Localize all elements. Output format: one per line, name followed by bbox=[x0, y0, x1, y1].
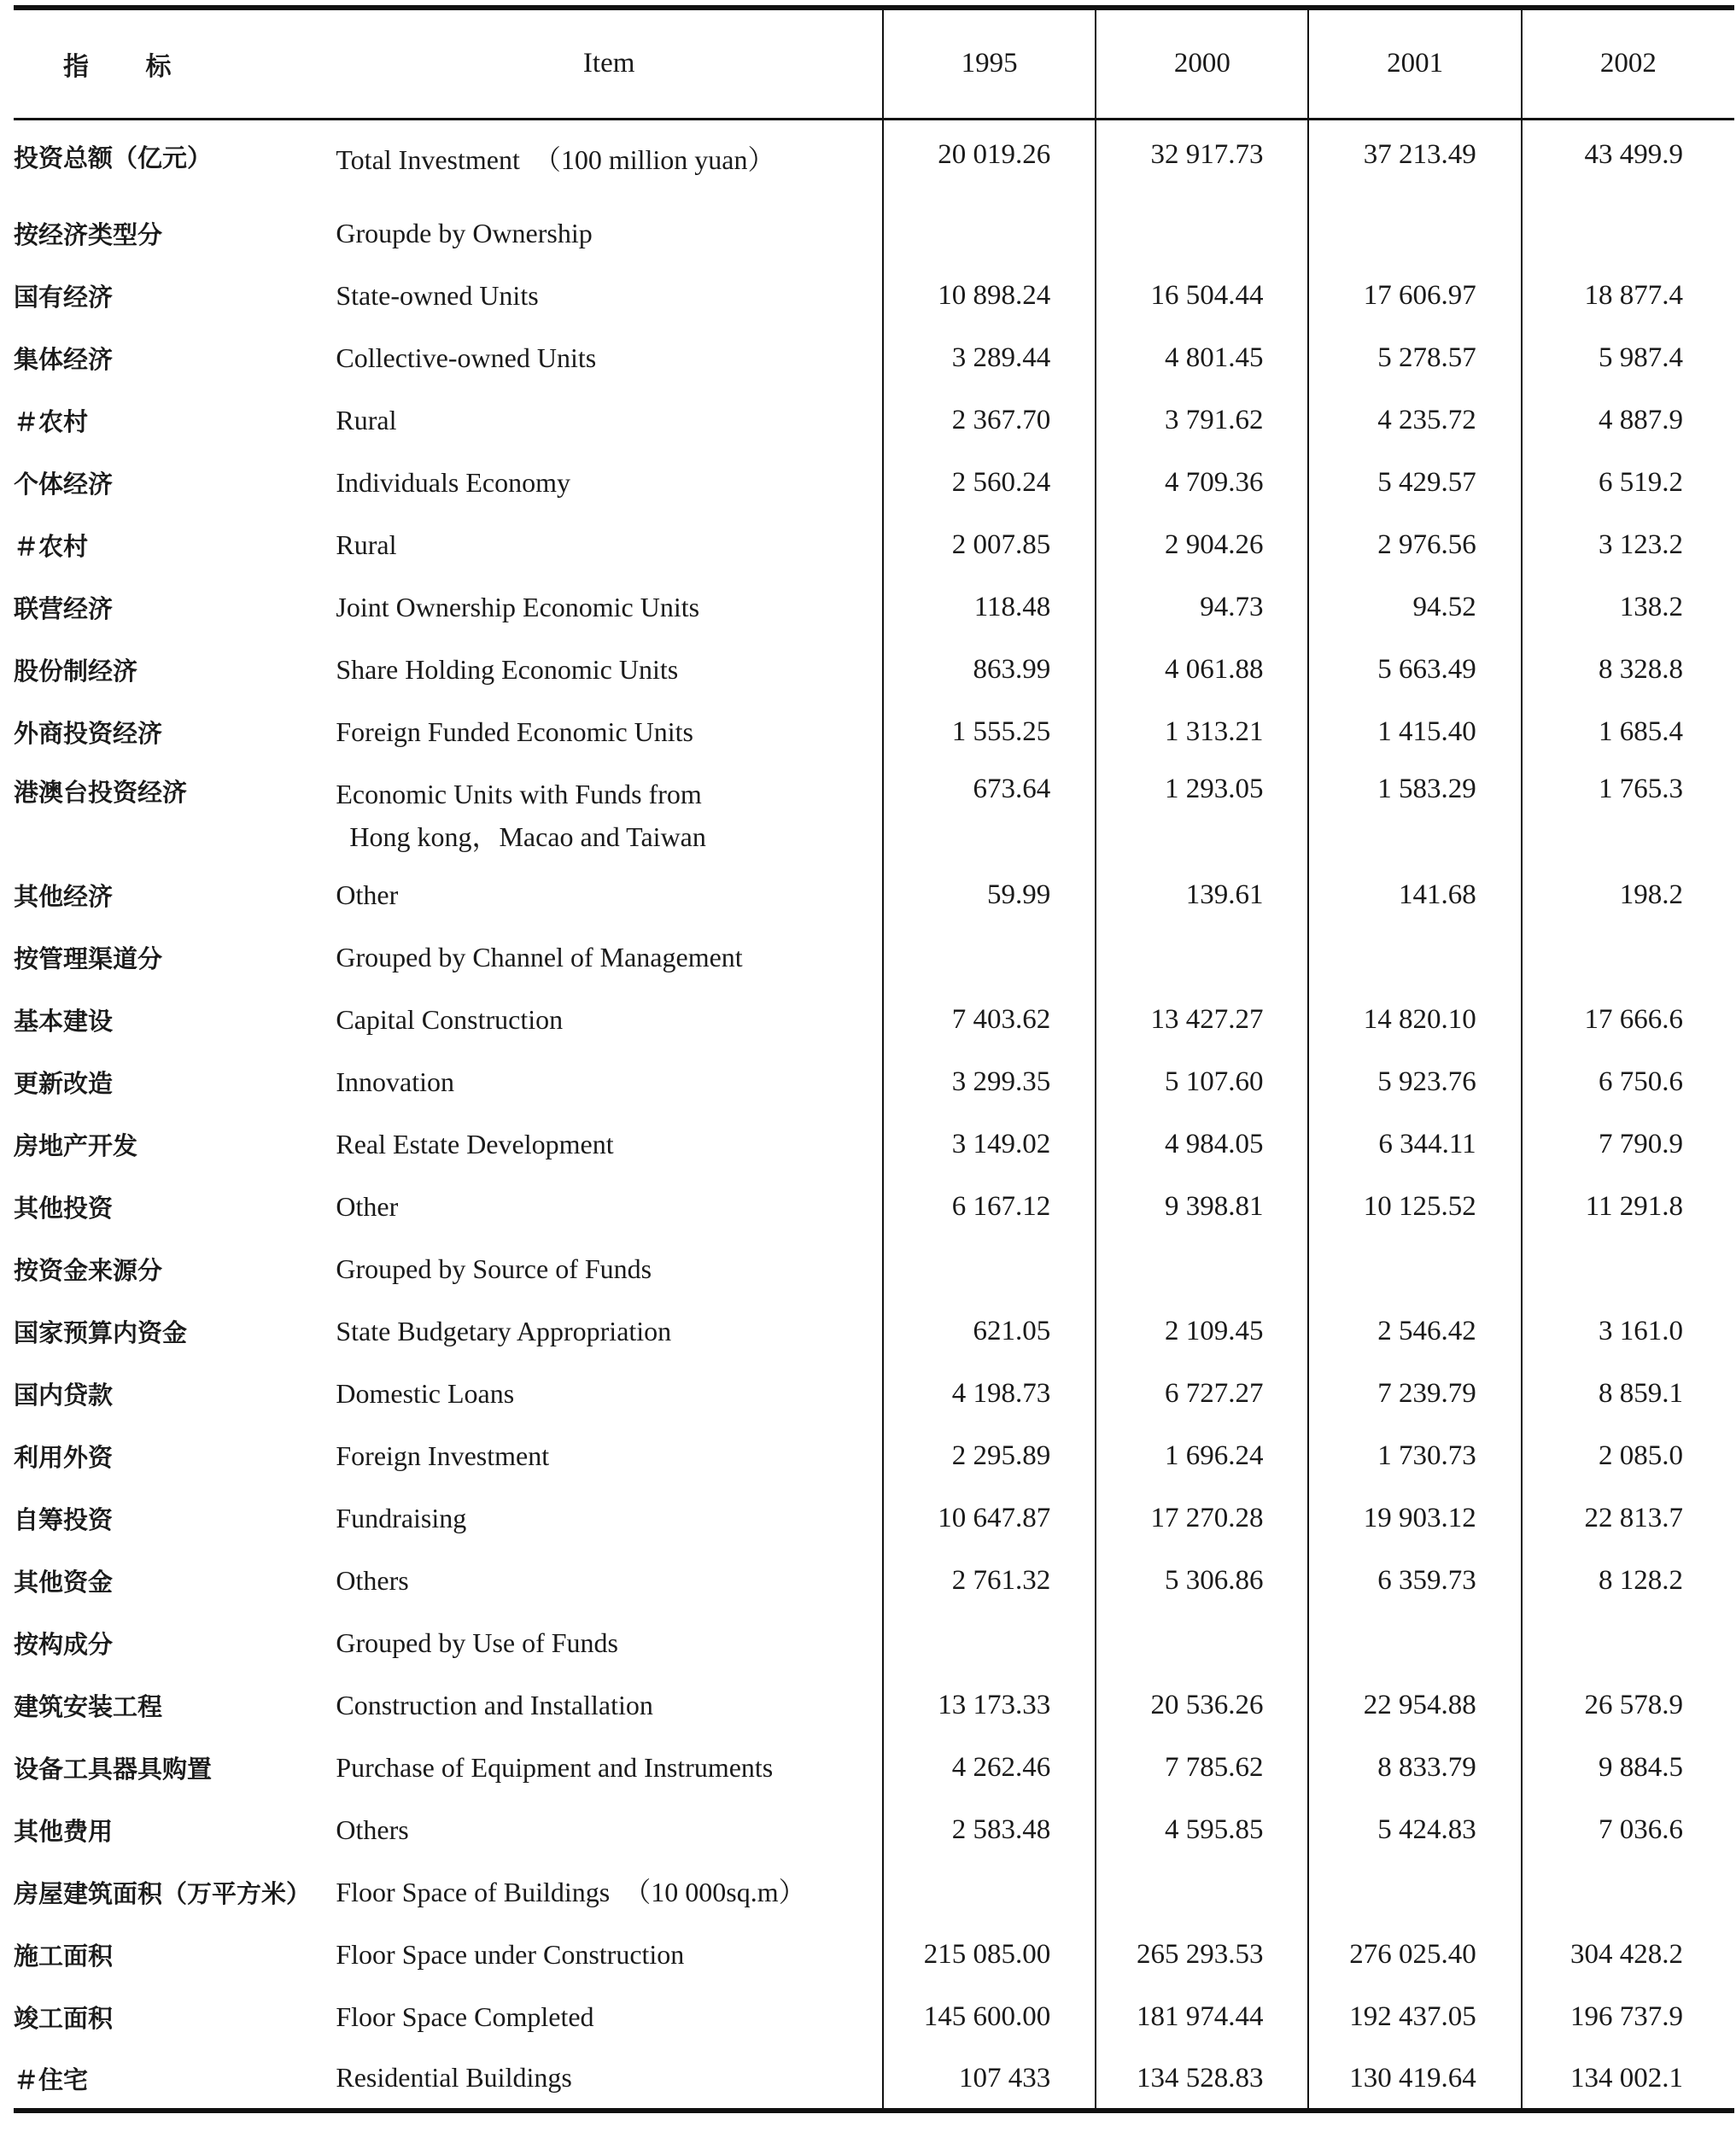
value-cell-2000: 2 109.45 bbox=[1096, 1300, 1308, 1363]
row-label-en: Floor Space Completed bbox=[336, 2000, 594, 2032]
value-cell-2000: 9 398.81 bbox=[1096, 1176, 1308, 1238]
row-label-zh: 按经济类型分 bbox=[14, 220, 163, 249]
value-cell-2000: 4 709.36 bbox=[1096, 452, 1308, 514]
row-label-en: Rural bbox=[336, 404, 397, 435]
value-cell-2001: 8 833.79 bbox=[1308, 1737, 1521, 1799]
row-label-zh: 自筹投资 bbox=[14, 1505, 114, 1534]
table-row bbox=[14, 701, 1734, 763]
value-cell-2000 bbox=[1096, 202, 1308, 265]
value-cell-2001 bbox=[1308, 1238, 1521, 1300]
value-cell-1995: 2 367.70 bbox=[883, 389, 1096, 452]
row-label-en: Floor Space of Buildings （10 000sq.m） bbox=[336, 1876, 806, 1907]
value-cell-2000: 3 791.62 bbox=[1096, 389, 1308, 452]
row-label-zh: ＃住宅 bbox=[14, 2048, 336, 2111]
table-row bbox=[14, 1674, 1734, 1737]
row-label-en-line: Hong kong，Macao and Taiwan bbox=[349, 821, 706, 852]
value-cell-2000: 94.73 bbox=[1096, 576, 1308, 639]
value-cell-2000 bbox=[1096, 926, 1308, 989]
value-cell-2001: 2 976.56 bbox=[1308, 514, 1521, 576]
value-cell-2000: 1 293.05 bbox=[1096, 763, 1308, 864]
value-cell-2000 bbox=[1096, 1612, 1308, 1674]
row-label-en: Other bbox=[336, 879, 399, 910]
row-label-en: Total Investment （100 million yuan） bbox=[336, 143, 775, 175]
table-row bbox=[14, 1425, 1734, 1487]
value-cell-2002 bbox=[1522, 202, 1734, 265]
value-cell-2000 bbox=[1096, 1238, 1308, 1300]
table-row bbox=[14, 202, 1734, 265]
value-cell-2000: 32 917.73 bbox=[1096, 119, 1308, 202]
row-label-en: Construction and Installation bbox=[336, 1689, 653, 1720]
row-label-en: Grouped by Use of Funds bbox=[336, 1626, 618, 1658]
value-cell-2000: 1 696.24 bbox=[1096, 1425, 1308, 1487]
table-row bbox=[14, 1051, 1734, 1113]
value-cell-2002: 304 428.2 bbox=[1522, 1924, 1734, 1986]
value-cell-2002: 2 085.0 bbox=[1522, 1425, 1734, 1487]
row-label-en: Grouped by Channel of Management bbox=[336, 941, 743, 972]
value-cell-2001: 5 663.49 bbox=[1308, 639, 1521, 701]
value-cell-2002 bbox=[1522, 1861, 1734, 1924]
row-label-zh: 其他费用 bbox=[14, 1817, 114, 1846]
value-cell-1995: 13 173.33 bbox=[883, 1674, 1096, 1737]
table-row bbox=[14, 989, 1734, 1051]
value-cell-2001: 1 415.40 bbox=[1308, 701, 1521, 763]
row-label-en: Residential Buildings bbox=[336, 2048, 883, 2111]
value-cell-2000: 4 984.05 bbox=[1096, 1113, 1308, 1176]
value-cell-1995: 621.05 bbox=[883, 1300, 1096, 1363]
value-cell-1995 bbox=[883, 1238, 1096, 1300]
value-cell-1995: 2 295.89 bbox=[883, 1425, 1096, 1487]
value-cell-2002: 5 987.4 bbox=[1522, 327, 1734, 389]
value-cell-2000: 17 270.28 bbox=[1096, 1487, 1308, 1550]
row-label-zh: ＃农村 bbox=[14, 407, 89, 436]
value-cell-2001: 14 820.10 bbox=[1308, 989, 1521, 1051]
value-cell-1995: 2 583.48 bbox=[883, 1799, 1096, 1861]
value-cell-2001: 7 239.79 bbox=[1308, 1363, 1521, 1425]
value-cell-2002 bbox=[1522, 1238, 1734, 1300]
row-label-zh: 联营经济 bbox=[14, 594, 114, 623]
value-cell-1995: 7 403.62 bbox=[883, 989, 1096, 1051]
row-label-en: Foreign Funded Economic Units bbox=[336, 715, 693, 747]
table-row bbox=[14, 1363, 1734, 1425]
value-cell-2000: 2 904.26 bbox=[1096, 514, 1308, 576]
row-label-en: Capital Construction bbox=[336, 1003, 564, 1035]
value-cell-2002: 138.2 bbox=[1522, 576, 1734, 639]
value-cell-2002: 9 884.5 bbox=[1522, 1737, 1734, 1799]
value-cell-2000: 7 785.62 bbox=[1096, 1737, 1308, 1799]
row-label-zh: 建筑安装工程 bbox=[14, 1692, 163, 1721]
table-row bbox=[14, 327, 1734, 389]
value-cell-2001: 4 235.72 bbox=[1308, 389, 1521, 452]
row-label-en: State-owned Units bbox=[336, 279, 539, 311]
table-row bbox=[14, 1924, 1734, 1986]
row-label-zh: 国内贷款 bbox=[14, 1381, 114, 1410]
table-row bbox=[14, 452, 1734, 514]
header-year-1995: 1995 bbox=[883, 8, 1096, 119]
value-cell-2000: 134 528.83 bbox=[1096, 2048, 1308, 2111]
value-cell-2002: 3 123.2 bbox=[1522, 514, 1734, 576]
table-row bbox=[14, 1612, 1734, 1674]
value-cell-2001: 130 419.64 bbox=[1308, 2048, 1521, 2111]
value-cell-2001 bbox=[1308, 1612, 1521, 1674]
header-year-2001: 2001 bbox=[1308, 8, 1521, 119]
value-cell-2001: 1 730.73 bbox=[1308, 1425, 1521, 1487]
value-cell-1995: 1 555.25 bbox=[883, 701, 1096, 763]
value-cell-1995: 10 898.24 bbox=[883, 265, 1096, 327]
value-cell-2002: 4 887.9 bbox=[1522, 389, 1734, 452]
table-row bbox=[14, 1861, 1734, 1924]
table-header bbox=[14, 8, 1734, 119]
value-cell-2002: 134 002.1 bbox=[1522, 2048, 1734, 2111]
row-label-en: Others bbox=[336, 1813, 409, 1845]
value-cell-1995: 3 149.02 bbox=[883, 1113, 1096, 1176]
table-row bbox=[14, 864, 1734, 926]
value-cell-2001: 5 424.83 bbox=[1308, 1799, 1521, 1861]
row-label-en: Innovation bbox=[336, 1066, 454, 1097]
value-cell-2002: 26 578.9 bbox=[1522, 1674, 1734, 1737]
row-label-en: Fundraising bbox=[336, 1502, 467, 1533]
table-row bbox=[14, 763, 1734, 864]
row-label-en: Groupde by Ownership bbox=[336, 217, 593, 248]
row-label-en: Domestic Loans bbox=[336, 1377, 515, 1409]
value-cell-2002: 196 737.9 bbox=[1522, 1986, 1734, 2048]
value-cell-1995: 59.99 bbox=[883, 864, 1096, 926]
value-cell-2001: 94.52 bbox=[1308, 576, 1521, 639]
value-cell-1995 bbox=[883, 1861, 1096, 1924]
row-label-zh: 国家预算内资金 bbox=[14, 1318, 188, 1347]
row-label-zh: 投资总额（亿元） bbox=[14, 143, 213, 172]
value-cell-2001: 10 125.52 bbox=[1308, 1176, 1521, 1238]
table-row bbox=[14, 1176, 1734, 1238]
value-cell-1995: 6 167.12 bbox=[883, 1176, 1096, 1238]
value-cell-2000: 20 536.26 bbox=[1096, 1674, 1308, 1737]
row-label-en: Rural bbox=[336, 529, 397, 560]
value-cell-2002: 11 291.8 bbox=[1522, 1176, 1734, 1238]
table-row bbox=[14, 1238, 1734, 1300]
row-label-zh: 按构成分 bbox=[14, 1630, 114, 1659]
row-label-zh: 更新改造 bbox=[14, 1069, 114, 1098]
value-cell-2000: 6 727.27 bbox=[1096, 1363, 1308, 1425]
value-cell-2000: 1 313.21 bbox=[1096, 701, 1308, 763]
row-label-zh: 外商投资经济 bbox=[14, 719, 163, 748]
header-year-2000: 2000 bbox=[1096, 8, 1308, 119]
value-cell-2000: 5 107.60 bbox=[1096, 1051, 1308, 1113]
value-cell-2002: 8 128.2 bbox=[1522, 1550, 1734, 1612]
value-cell-1995: 863.99 bbox=[883, 639, 1096, 701]
table-row bbox=[14, 1986, 1734, 2048]
value-cell-2002: 18 877.4 bbox=[1522, 265, 1734, 327]
value-cell-2002: 6 750.6 bbox=[1522, 1051, 1734, 1113]
value-cell-2002: 8 328.8 bbox=[1522, 639, 1734, 701]
row-label-zh: 基本建设 bbox=[14, 1007, 114, 1036]
value-cell-2002: 3 161.0 bbox=[1522, 1300, 1734, 1363]
value-cell-1995 bbox=[883, 926, 1096, 989]
value-cell-2001: 6 344.11 bbox=[1308, 1113, 1521, 1176]
row-label-zh: 个体经济 bbox=[14, 470, 114, 499]
value-cell-2001: 141.68 bbox=[1308, 864, 1521, 926]
row-label-en: Floor Space under Construction bbox=[336, 1938, 685, 1970]
value-cell-2002: 7 036.6 bbox=[1522, 1799, 1734, 1861]
value-cell-2002 bbox=[1522, 1612, 1734, 1674]
row-label-en: Share Holding Economic Units bbox=[336, 653, 679, 685]
header-indicator: 指 标 bbox=[14, 8, 336, 119]
row-label-zh: 施工面积 bbox=[14, 1942, 114, 1971]
value-cell-1995 bbox=[883, 1612, 1096, 1674]
value-cell-2002: 7 790.9 bbox=[1522, 1113, 1734, 1176]
value-cell-2001: 5 278.57 bbox=[1308, 327, 1521, 389]
row-label-zh: 港澳台投资经济 bbox=[14, 778, 188, 807]
value-cell-2002: 198.2 bbox=[1522, 864, 1734, 926]
table-row bbox=[14, 389, 1734, 452]
table-row bbox=[14, 1799, 1734, 1861]
value-cell-2000 bbox=[1096, 1861, 1308, 1924]
row-label-zh: 竣工面积 bbox=[14, 2004, 114, 2033]
row-label-zh: 设备工具器具购置 bbox=[14, 1755, 213, 1784]
row-label-zh: 房地产开发 bbox=[14, 1131, 138, 1160]
value-cell-1995: 215 085.00 bbox=[883, 1924, 1096, 1986]
table-row bbox=[14, 1737, 1734, 1799]
value-cell-1995: 20 019.26 bbox=[883, 119, 1096, 202]
table-row bbox=[14, 639, 1734, 701]
value-cell-2000: 181 974.44 bbox=[1096, 1986, 1308, 2048]
value-cell-2002: 22 813.7 bbox=[1522, 1487, 1734, 1550]
value-cell-1995 bbox=[883, 202, 1096, 265]
table-row bbox=[14, 1487, 1734, 1550]
table-body bbox=[14, 119, 1734, 2111]
value-cell-1995: 3 299.35 bbox=[883, 1051, 1096, 1113]
row-label-zh: 其他资金 bbox=[14, 1568, 114, 1597]
value-cell-1995: 673.64 bbox=[883, 763, 1096, 864]
value-cell-2002: 8 859.1 bbox=[1522, 1363, 1734, 1425]
value-cell-2000: 4 061.88 bbox=[1096, 639, 1308, 701]
value-cell-1995: 3 289.44 bbox=[883, 327, 1096, 389]
value-cell-2001: 276 025.40 bbox=[1308, 1924, 1521, 1986]
row-label-zh: 国有经济 bbox=[14, 283, 114, 312]
value-cell-2001: 19 903.12 bbox=[1308, 1487, 1521, 1550]
row-label-en: Real Estate Development bbox=[336, 1128, 614, 1159]
table-row bbox=[14, 514, 1734, 576]
row-label-zh: 其他投资 bbox=[14, 1194, 114, 1223]
value-cell-1995: 4 262.46 bbox=[883, 1737, 1096, 1799]
row-label-en: State Budgetary Appropriation bbox=[336, 1315, 672, 1346]
row-label-en: Foreign Investment bbox=[336, 1440, 550, 1471]
value-cell-2002: 1 685.4 bbox=[1522, 701, 1734, 763]
value-cell-1995: 10 647.87 bbox=[883, 1487, 1096, 1550]
value-cell-1995: 107 433 bbox=[883, 2048, 1096, 2111]
row-label-en: Joint Ownership Economic Units bbox=[336, 591, 700, 622]
value-cell-2000: 16 504.44 bbox=[1096, 265, 1308, 327]
row-label-en: Individuals Economy bbox=[336, 466, 570, 498]
row-label-zh: 按资金来源分 bbox=[14, 1256, 163, 1285]
header-row bbox=[14, 8, 1734, 119]
header-item: Item bbox=[336, 8, 883, 119]
row-label-zh: 按管理渠道分 bbox=[14, 944, 163, 973]
value-cell-2001: 192 437.05 bbox=[1308, 1986, 1521, 2048]
row-label-en bbox=[336, 763, 883, 864]
value-cell-2001 bbox=[1308, 202, 1521, 265]
value-cell-2002: 17 666.6 bbox=[1522, 989, 1734, 1051]
row-label-zh: ＃农村 bbox=[14, 532, 89, 561]
value-cell-2000: 13 427.27 bbox=[1096, 989, 1308, 1051]
value-cell-2001: 6 359.73 bbox=[1308, 1550, 1521, 1612]
row-label-en: Collective-owned Units bbox=[336, 342, 597, 373]
value-cell-2000: 265 293.53 bbox=[1096, 1924, 1308, 1986]
row-label-en: Purchase of Equipment and Instruments bbox=[336, 1751, 774, 1783]
value-cell-2001 bbox=[1308, 926, 1521, 989]
value-cell-2001: 1 583.29 bbox=[1308, 763, 1521, 864]
row-label-en-line: Economic Units with Funds from bbox=[336, 779, 702, 809]
row-label-en: Others bbox=[336, 1564, 409, 1596]
value-cell-1995: 118.48 bbox=[883, 576, 1096, 639]
value-cell-1995: 2 560.24 bbox=[883, 452, 1096, 514]
table-row bbox=[14, 1113, 1734, 1176]
value-cell-1995: 2 761.32 bbox=[883, 1550, 1096, 1612]
value-cell-2000: 139.61 bbox=[1096, 864, 1308, 926]
row-label-zh: 房屋建筑面积（万平方米） bbox=[14, 1879, 312, 1908]
value-cell-2001: 2 546.42 bbox=[1308, 1300, 1521, 1363]
value-cell-2001: 17 606.97 bbox=[1308, 265, 1521, 327]
row-label-en: Other bbox=[336, 1190, 399, 1222]
value-cell-2001 bbox=[1308, 1861, 1521, 1924]
value-cell-2002 bbox=[1522, 926, 1734, 989]
value-cell-2001: 37 213.49 bbox=[1308, 119, 1521, 202]
table-row bbox=[14, 926, 1734, 989]
row-label-zh: 利用外资 bbox=[14, 1443, 114, 1472]
value-cell-2001: 22 954.88 bbox=[1308, 1674, 1521, 1737]
value-cell-2000: 4 801.45 bbox=[1096, 327, 1308, 389]
value-cell-2000: 4 595.85 bbox=[1096, 1799, 1308, 1861]
value-cell-1995: 2 007.85 bbox=[883, 514, 1096, 576]
header-year-2002: 2002 bbox=[1522, 8, 1734, 119]
table-row bbox=[14, 2048, 1734, 2111]
statistics-table bbox=[14, 5, 1734, 2113]
table-row bbox=[14, 1550, 1734, 1612]
value-cell-2002: 1 765.3 bbox=[1522, 763, 1734, 864]
value-cell-2001: 5 923.76 bbox=[1308, 1051, 1521, 1113]
value-cell-2001: 5 429.57 bbox=[1308, 452, 1521, 514]
value-cell-1995: 4 198.73 bbox=[883, 1363, 1096, 1425]
value-cell-1995: 145 600.00 bbox=[883, 1986, 1096, 2048]
value-cell-2000: 5 306.86 bbox=[1096, 1550, 1308, 1612]
table-row bbox=[14, 265, 1734, 327]
value-cell-2002: 43 499.9 bbox=[1522, 119, 1734, 202]
row-label-zh: 股份制经济 bbox=[14, 657, 138, 686]
row-label-en: Grouped by Source of Funds bbox=[336, 1253, 652, 1284]
table-row bbox=[14, 576, 1734, 639]
value-cell-2002: 6 519.2 bbox=[1522, 452, 1734, 514]
table-row bbox=[14, 119, 1734, 202]
row-label-zh: 集体经济 bbox=[14, 345, 114, 374]
table-row bbox=[14, 1300, 1734, 1363]
row-label-zh: 其他经济 bbox=[14, 882, 114, 911]
